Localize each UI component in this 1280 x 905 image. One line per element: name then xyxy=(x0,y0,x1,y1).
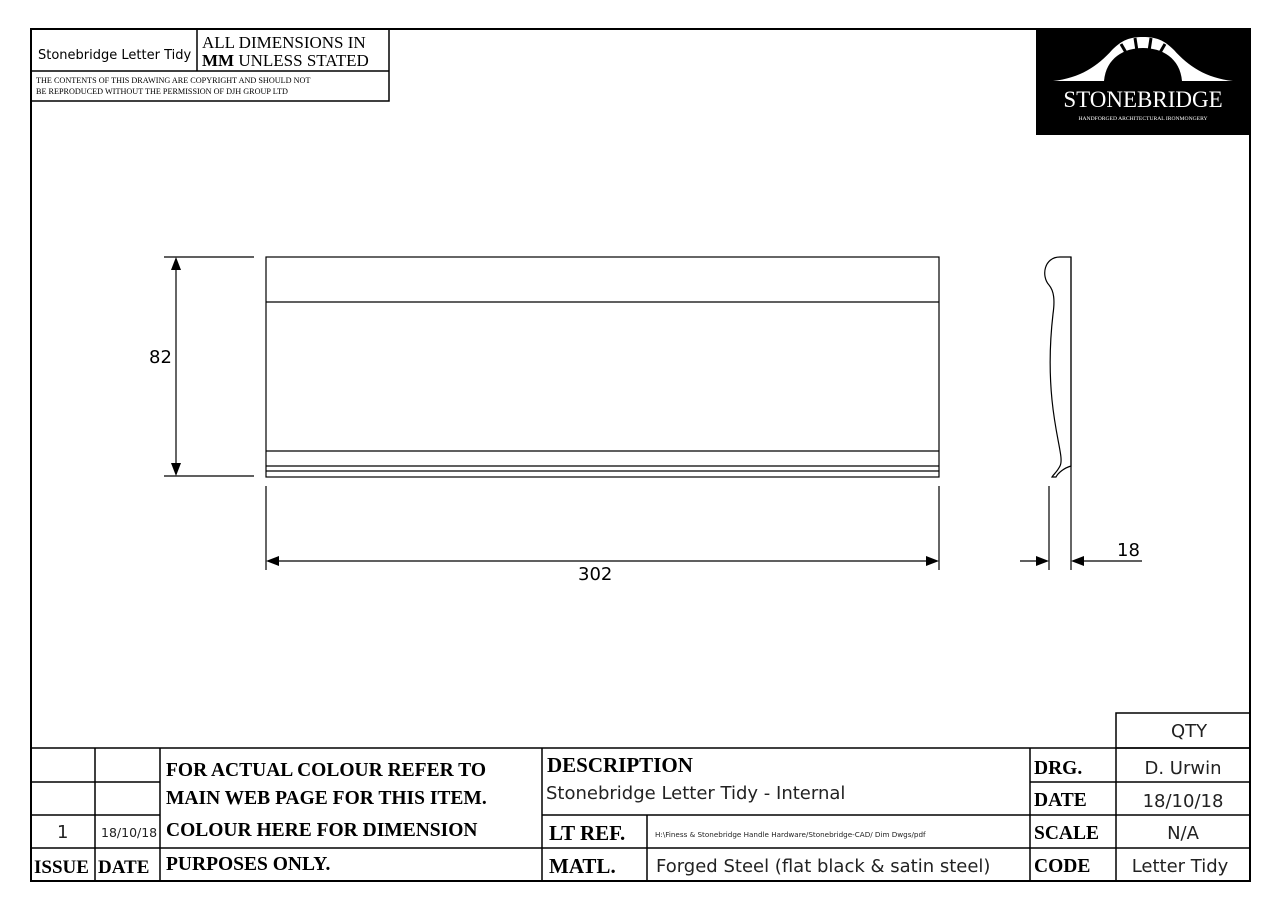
dimensions-note-line1: ALL DIMENSIONS IN xyxy=(202,33,366,52)
date-value: 18/10/18 xyxy=(1142,791,1224,812)
drg-value: D. Urwin xyxy=(1144,758,1222,779)
logo-brand: STONEBRIDGE xyxy=(1063,87,1223,112)
lt-ref-value: H:\Finess & Stonebridge Handle Hardware/Stonebridge-CAD/ Dim Dwgs/pdf xyxy=(655,830,926,839)
unless-stated-label: UNLESS STATED xyxy=(238,51,369,70)
issue-value: 1 xyxy=(57,822,69,843)
header-block xyxy=(31,29,389,101)
width-dimension-label: 302 xyxy=(578,564,613,585)
product-name: Stonebridge Letter Tidy xyxy=(38,48,192,63)
height-dimension-label: 82 xyxy=(149,347,172,368)
front-view xyxy=(266,257,939,477)
issue-date-label: DATE xyxy=(98,857,150,878)
matl-label: MATL. xyxy=(549,854,616,878)
colour-note-line1: FOR ACTUAL COLOUR REFER TO xyxy=(166,760,486,781)
qty-label: QTY xyxy=(1171,721,1208,742)
scale-value: N/A xyxy=(1167,823,1199,844)
height-dimension xyxy=(164,257,254,476)
dimensions-note-line2 xyxy=(202,51,369,70)
issue-label: ISSUE xyxy=(34,857,89,878)
description-value: Stonebridge Letter Tidy - Internal xyxy=(546,783,846,804)
scale-label: SCALE xyxy=(1034,823,1100,844)
side-view xyxy=(1045,257,1071,477)
colour-note-line3: COLOUR HERE FOR DIMENSION xyxy=(166,820,478,841)
issue-date-value: 18/10/18 xyxy=(101,825,158,840)
stonebridge-logo xyxy=(1036,29,1250,135)
code-value: Letter Tidy xyxy=(1131,856,1229,877)
mm-label: MM xyxy=(202,51,235,70)
code-label: CODE xyxy=(1034,856,1091,877)
matl-value: Forged Steel (flat black & satin steel) xyxy=(656,856,991,877)
logo-tagline: HANDFORGED ARCHITECTURAL IRONMONGERY xyxy=(1078,116,1208,122)
colour-note-line4: PURPOSES ONLY. xyxy=(166,854,331,875)
date-label: DATE xyxy=(1034,790,1087,811)
description-label: DESCRIPTION xyxy=(547,753,693,777)
depth-dimension-label: 18 xyxy=(1117,540,1140,561)
width-dimension xyxy=(266,486,939,570)
lt-ref-label: LT REF. xyxy=(549,821,626,845)
copyright-line1: THE CONTENTS OF THIS DRAWING ARE COPYRIGHT AND SHOULD NOT xyxy=(36,76,311,85)
copyright-line2: BE REPRODUCED WITHOUT THE PERMISSION OF DJH GROUP LTD xyxy=(36,87,288,96)
colour-note-line2: MAIN WEB PAGE FOR THIS ITEM. xyxy=(166,788,487,809)
drg-label: DRG. xyxy=(1034,758,1083,779)
